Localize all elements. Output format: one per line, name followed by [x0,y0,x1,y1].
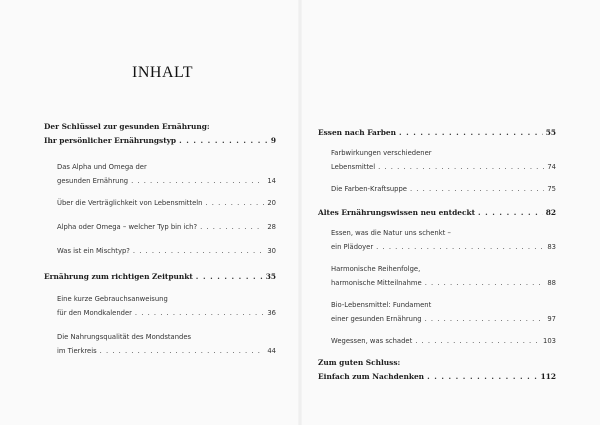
toc-entry-text: Das Alpha und Omega der [57,163,147,171]
dot-leader [478,206,543,220]
dot-leader [179,134,268,148]
toc-entry-text: Eine kurze Gebrauchsanweisung [57,295,168,303]
toc-entry-vertraeglichkeit[interactable] [44,196,276,210]
toc-entry-text: Altes Ernährungswissen neu entdeckt [318,208,475,217]
toc-entry-text: Essen nach Farben [318,128,396,137]
page-number: 55 [545,128,556,137]
page-number: 88 [547,279,556,287]
page-number: 35 [265,272,276,281]
dot-leader [378,160,544,174]
page-number: 75 [547,185,556,193]
toc-entry-text: Ihr persönlicher Ernährungstyp [44,136,177,145]
toc-entry-zeitpunkt[interactable] [44,270,276,284]
toc-entry-text: harmonische Mitteilnahme [331,279,422,287]
book-gutter [298,0,302,425]
toc-left-column [44,120,276,355]
dot-leader [425,276,545,290]
page-number: 112 [540,372,556,381]
toc-entry-text: ein Plädoyer [331,243,374,251]
toc-entry-farbwirkungen[interactable] [318,146,556,174]
toc-entry-mondstand[interactable] [44,330,276,358]
toc-entry-alpha-omega[interactable] [44,160,276,188]
toc-entry-ernaehrungswissen[interactable] [318,206,556,220]
toc-entry-text: einer gesunden Ernährung [331,315,422,323]
page-number: 44 [267,347,276,355]
toc-entry-welcher-typ[interactable] [44,220,276,234]
page-number: 82 [545,208,556,217]
toc-entry-schluss[interactable] [318,356,556,384]
dot-leader [131,174,264,188]
toc-entry-text: Über die Verträglichkeit von Lebensmitteln [57,199,203,207]
toc-entry-text: Was ist ein Mischtyp? [57,247,130,255]
toc-entry-text: Lebensmittel [331,163,376,171]
toc-entry-kraftsuppe[interactable] [318,182,556,196]
dot-leader [200,220,264,234]
page-number: 97 [547,315,556,323]
page-number: 9 [270,136,276,145]
dot-leader [425,312,545,326]
toc-entry-text: Der Schlüssel zur gesunden Ernährung: [44,122,210,131]
dot-leader [427,370,538,384]
toc-entry-wegessen[interactable] [318,334,556,348]
toc-entry-text: Einfach zum Nachdenken [318,372,425,381]
toc-entry-bio[interactable] [318,298,556,326]
dot-leader [100,344,265,358]
dot-leader [135,306,264,320]
page-number: 103 [543,337,556,345]
toc-entry-farben[interactable] [318,126,556,140]
dot-leader [376,240,544,254]
page-number: 83 [547,243,556,251]
toc-entry-text: Die Farben-Kraftsuppe [331,185,407,193]
toc-entry-text: im Tierkreis [57,347,97,355]
page-title: INHALT [132,64,194,81]
toc-entry-schluessel[interactable] [44,120,276,148]
dot-leader [196,270,263,284]
dot-leader [399,126,543,140]
toc-entry-text: Harmonische Reihenfolge, [331,265,421,273]
toc-entry-text: Essen, was die Natur uns schenkt – [331,229,451,237]
toc-entry-text: gesunden Ernährung [57,177,129,185]
page-number: 20 [267,199,276,207]
toc-entry-text: Zum guten Schluss: [318,358,401,367]
dot-leader [205,196,264,210]
page-number: 36 [267,309,276,317]
toc-entry-text: Die Nahrungsqualität des Mondstandes [57,333,192,341]
page-number: 74 [547,163,556,171]
toc-entry-reihenfolge[interactable] [318,262,556,290]
toc-right-column [318,120,556,381]
toc-entry-mischtyp[interactable] [44,244,276,258]
dot-leader [410,182,544,196]
toc-entry-text: Alpha oder Omega – welcher Typ bin ich? [57,223,198,231]
toc-entry-text: Bio-Lebensmittel: Fundament [331,301,432,309]
toc-entry-text: Wegessen, was schadet [331,337,413,345]
toc-entry-gebrauchsanweisung[interactable] [44,292,276,320]
toc-entry-text: für den Mondkalender [57,309,132,317]
page-number: 28 [267,223,276,231]
toc-entry-text: Ernährung zum richtigen Zeitpunkt [44,272,193,281]
dot-leader [133,244,264,258]
toc-entry-text: Farbwirkungen verschiedener [331,149,432,157]
page-number: 30 [267,247,276,255]
dot-leader [415,334,540,348]
page-number: 14 [267,177,276,185]
toc-entry-natur[interactable] [318,226,556,254]
